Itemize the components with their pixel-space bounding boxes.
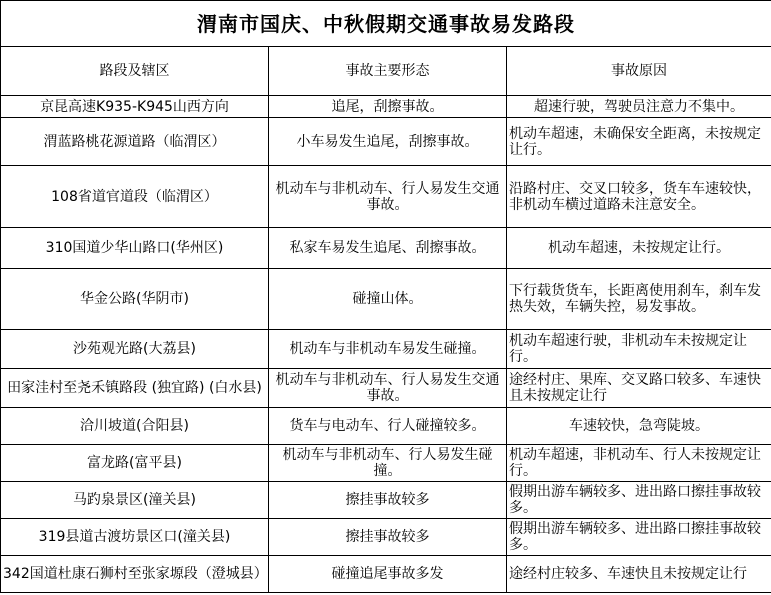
column-header-road: 路段及辖区 (1, 47, 269, 96)
form-cell: 机动车与非机动车易发生碰撞。 (269, 330, 507, 369)
road-cell: 华金公路(华阴市) (1, 269, 269, 330)
road-cell: 310国道少华山路口(华州区) (1, 228, 269, 269)
road-cell: 富龙路(富平县) (1, 445, 269, 482)
column-header-form: 事故主要形态 (269, 47, 507, 96)
cause-cell: 机动车超速，非机动车、行人未按规定让行。 (507, 445, 771, 482)
road-cell: 108省道官道段（临渭区） (1, 166, 269, 228)
cause-cell: 途经村庄较多、车速快且未按规定让行 (507, 556, 771, 593)
table-row (1, 556, 771, 593)
cause-cell: 沿路村庄、交叉口较多，货车车速较快，非机动车横过道路未注意安全。 (507, 166, 771, 228)
form-cell: 机动车与非机动车、行人易发生交通事故。 (269, 369, 507, 408)
header-row (1, 47, 771, 96)
title-row (1, 1, 771, 47)
table-row (1, 445, 771, 482)
form-cell: 擦挂事故较多 (269, 519, 507, 556)
cause-cell: 下行载货货车，长距离使用刹车，刹车发热失效，车辆失控，易发事故。 (507, 269, 771, 330)
road-cell: 田家洼村至尧禾镇路段 (独宜路) (白水县) (1, 369, 269, 408)
cause-cell: 机动车超速，未确保安全距离，未按规定让行。 (507, 118, 771, 166)
cause-cell: 假期出游车辆较多、进出路口擦挂事故较多。 (507, 519, 771, 556)
table-row (1, 369, 771, 408)
table-row (1, 408, 771, 445)
road-cell: 京昆高速K935-K945山西方向 (1, 96, 269, 118)
cause-cell: 机动车超速行驶，非机动车未按规定让行。 (507, 330, 771, 369)
cause-cell: 途经村庄、果库、交叉路口较多、车速快且未按规定让行 (507, 369, 771, 408)
form-cell: 碰撞追尾事故多发 (269, 556, 507, 593)
road-cell: 渭蓝路桃花源道路（临渭区） (1, 118, 269, 166)
table-row (1, 330, 771, 369)
cause-cell: 机动车超速，未按规定让行。 (507, 228, 771, 269)
cause-cell: 假期出游车辆较多、进出路口擦挂事故较多。 (507, 482, 771, 519)
column-header-cause: 事故原因 (507, 47, 771, 96)
form-cell: 机动车与非机动车、行人易发生碰撞。 (269, 445, 507, 482)
table-row (1, 118, 771, 166)
table-row (1, 96, 771, 118)
form-cell: 私家车易发生追尾、刮擦事故。 (269, 228, 507, 269)
table-row (1, 228, 771, 269)
form-cell: 碰撞山体。 (269, 269, 507, 330)
table-row (1, 519, 771, 556)
table-row (1, 269, 771, 330)
road-cell: 马趵泉景区(潼关县) (1, 482, 269, 519)
table-row (1, 482, 771, 519)
road-cell: 319县道古渡坊景区口(潼关县) (1, 519, 269, 556)
table-row (1, 166, 771, 228)
road-cell: 342国道杜康石狮村至张家塬段（澄城县） (1, 556, 269, 593)
table-title: 渭南市国庆、中秋假期交通事故易发路段 (1, 1, 771, 47)
form-cell: 货车与电动车、行人碰撞较多。 (269, 408, 507, 445)
form-cell: 追尾，刮擦事故。 (269, 96, 507, 118)
form-cell: 小车易发生追尾，刮擦事故。 (269, 118, 507, 166)
road-cell: 洽川坡道(合阳县) (1, 408, 269, 445)
road-cell: 沙苑观光路(大荔县) (1, 330, 269, 369)
form-cell: 机动车与非机动车、行人易发生交通事故。 (269, 166, 507, 228)
cause-cell: 超速行驶，驾驶员注意力不集中。 (507, 96, 771, 118)
form-cell: 擦挂事故较多 (269, 482, 507, 519)
cause-cell: 车速较快，急弯陡坡。 (507, 408, 771, 445)
